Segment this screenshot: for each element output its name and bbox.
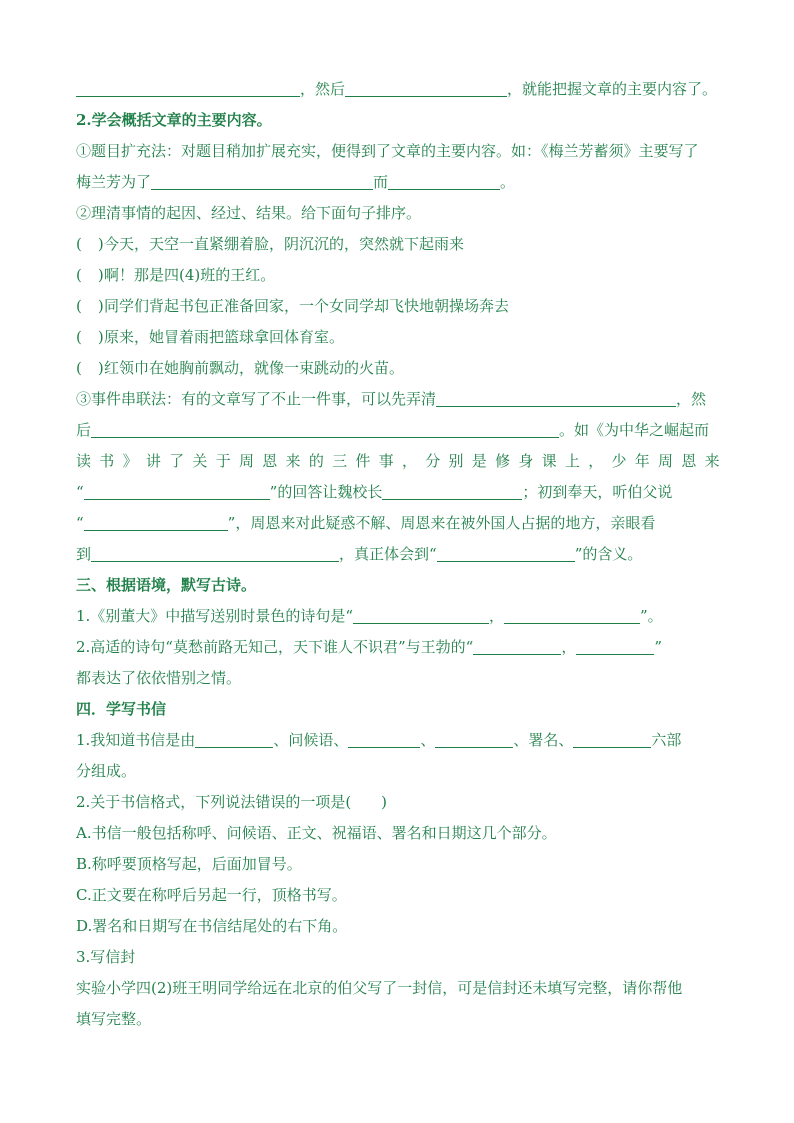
letter-q1-end: 分组成。	[76, 762, 137, 780]
method3-line2	[76, 415, 720, 446]
option-c[interactable]: C.正文要在称呼后另起一行，顶格书写。	[76, 886, 347, 904]
letter-q2: 2.关于书信格式，下列说法错误的一项是( )	[76, 793, 388, 811]
heading-summarize: 2.学会概括文章的主要内容。	[76, 111, 272, 129]
text: 2.高适的诗句“莫愁前路无知己，天下谁人不识君”与王勃的“	[76, 638, 474, 656]
order-item	[76, 229, 720, 260]
answer-blank[interactable]	[84, 482, 270, 500]
text: 到	[76, 545, 92, 563]
order-item	[76, 260, 720, 291]
letter-q3-end: 填写完整。	[76, 1010, 152, 1028]
answer-blank[interactable]	[473, 637, 561, 655]
answer-blank[interactable]	[195, 730, 273, 748]
text: ，	[561, 638, 577, 656]
order-item	[76, 291, 720, 322]
letter-q3: 3.写信封	[76, 948, 136, 966]
answer-blank[interactable]	[345, 79, 507, 97]
text: ”的回答让魏校长	[269, 483, 383, 501]
heading-letter: 四．学写书信	[76, 700, 167, 718]
text: ，真正体会到“	[339, 545, 437, 563]
text: 六部	[651, 731, 682, 749]
text: “	[76, 483, 84, 501]
method3-line6	[76, 539, 720, 570]
answer-blank[interactable]	[436, 389, 676, 407]
poetry-q1	[76, 601, 720, 632]
order-text: 同学们背起书包正准备回家，一个女同学却飞快地朝操场奔去	[104, 297, 510, 315]
text: 、	[420, 731, 436, 749]
option-b[interactable]: B.称呼要顶格写起，后面加冒号。	[76, 855, 302, 873]
order-text: 啊！那是四(4)班的王红。	[104, 266, 276, 284]
answer-blank[interactable]	[382, 482, 522, 500]
method1-blanks	[76, 167, 720, 198]
answer-blank[interactable]	[576, 637, 654, 655]
text: ，	[488, 607, 504, 625]
answer-blank[interactable]	[388, 172, 500, 190]
text: 。如《为中华之崛起而	[559, 421, 710, 439]
text: ，然后	[300, 80, 346, 98]
poetry-q2	[76, 632, 720, 663]
text: ，然	[676, 390, 707, 408]
answer-blank[interactable]	[437, 544, 575, 562]
line-grasp-content	[76, 74, 720, 105]
text: 而	[373, 173, 389, 191]
heading-poetry: 三、根据语境，默写古诗。	[76, 576, 257, 594]
answer-blank[interactable]	[76, 79, 300, 97]
answer-blank[interactable]	[353, 606, 489, 624]
answer-blank[interactable]	[151, 172, 373, 190]
method3-line1	[76, 384, 720, 415]
letter-q3-text: 实验小学四(2)班王明同学给远在北京的伯父写了一封信，可是信封还未填写完整，请你帮他	[76, 979, 683, 997]
answer-blank[interactable]	[91, 420, 559, 438]
order-text: 红领巾在她胸前飘动，就像一束跳动的火苗。	[104, 359, 405, 377]
text: 1.《别董大》中描写送别时景色的诗句是“	[76, 607, 353, 625]
method2-title: ②理清事情的起因、经过、结果。给下面句子排序。	[76, 204, 422, 222]
poetry-q2-end: 都表达了依依惜别之情。	[76, 669, 242, 687]
answer-blank[interactable]	[84, 513, 228, 531]
order-text: 今天，天空一直紧绷着脸，阴沉沉的，突然就下起雨来	[104, 235, 465, 253]
order-item	[76, 322, 720, 353]
text: ，就能把握文章的主要内容了。	[507, 80, 718, 98]
order-paren[interactable]: ( )	[76, 297, 104, 315]
answer-blank[interactable]	[435, 730, 513, 748]
method3-line4	[76, 477, 720, 508]
order-text: 原来，她冒着雨把篮球拿回体育室。	[104, 328, 345, 346]
answer-blank[interactable]	[504, 606, 640, 624]
text: ”。	[640, 607, 663, 625]
answer-blank[interactable]	[573, 730, 651, 748]
order-paren[interactable]: ( )	[76, 266, 104, 284]
order-item	[76, 353, 720, 384]
text: ”	[654, 638, 663, 656]
method1-text: ①题目扩充法：对题目稍加扩展充实，便得到了文章的主要内容。如：《梅兰芳蓄须》主要写了	[76, 142, 699, 160]
answer-blank[interactable]	[91, 544, 339, 562]
text: ”，周恩来对此疑惑不解、周恩来在被外国人占据的地方，亲眼看	[227, 514, 656, 532]
text: 、署名、	[513, 731, 574, 749]
text: 梅兰芳为了	[76, 173, 152, 191]
text: 1.我知道书信是由	[76, 731, 196, 749]
text: ；初到奉天，听伯父说	[522, 483, 673, 501]
method3-line3: 读 书 》 讲 了 关 于 周 恩 来 的 三 件 事 ， 分 别 是 修 身 课 上 ， 少 年 周 恩 来	[76, 452, 720, 470]
text: 。	[500, 173, 516, 191]
option-d[interactable]: D.署名和日期写在书信结尾处的右下角。	[76, 917, 348, 935]
letter-q1	[76, 725, 720, 756]
worksheet-page	[76, 74, 720, 1035]
option-a[interactable]: A.书信一般包括称呼、问候语、正文、祝福语、署名和日期这几个部分。	[76, 824, 557, 842]
method3-line5	[76, 508, 720, 539]
answer-blank[interactable]	[348, 730, 420, 748]
text: ”的含义。	[574, 545, 643, 563]
text: “	[76, 514, 84, 532]
order-paren[interactable]: ( )	[76, 328, 104, 346]
order-paren[interactable]: ( )	[76, 235, 104, 253]
text: 后	[76, 421, 92, 439]
text: ③事件串联法：有的文章写了不止一件事，可以先弄清	[76, 390, 437, 408]
order-paren[interactable]: ( )	[76, 359, 104, 377]
text: 、问候语、	[273, 731, 349, 749]
